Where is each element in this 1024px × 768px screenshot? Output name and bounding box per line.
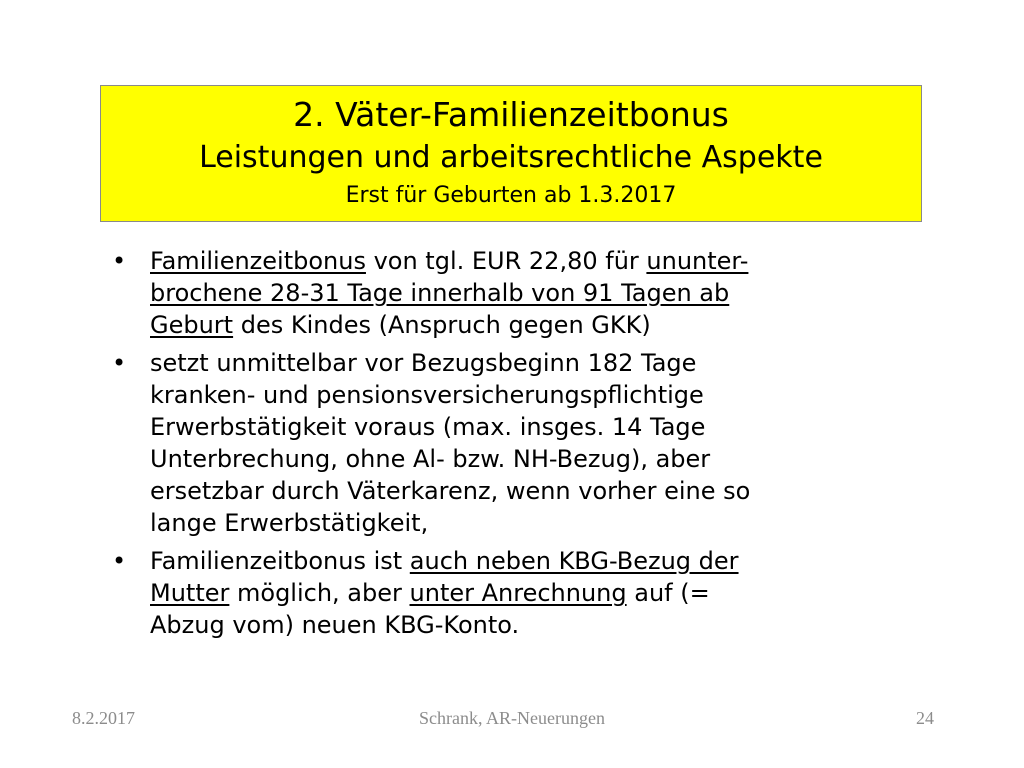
bullet-line bbox=[150, 411, 892, 443]
bullet-line bbox=[150, 277, 892, 309]
bullet-dot-icon: • bbox=[112, 247, 127, 275]
slide-title: 2. Väter-Familienzeitbonus bbox=[293, 95, 729, 134]
text-segment: Unterbrechung, ohne Al- bzw. NH-Bezug), aber bbox=[150, 445, 711, 473]
text-segment: ersetzbar durch Väterkarenz, wenn vorher eine so bbox=[150, 477, 751, 505]
bullet-line bbox=[150, 577, 892, 609]
text-segment: Abzug vom) neuen KBG-Konto. bbox=[150, 611, 520, 639]
bullet-line bbox=[150, 507, 892, 539]
underlined-text: Mutter bbox=[150, 579, 230, 607]
text-segment: Familienzeitbonus ist bbox=[150, 547, 410, 575]
footer-page-number: 24 bbox=[916, 708, 934, 728]
underlined-text: unter Anrechnung bbox=[409, 579, 627, 607]
text-segment: kranken- und pensionsversicherungspflichtige bbox=[150, 381, 704, 409]
bullet-dot-icon: • bbox=[112, 547, 127, 575]
bullet-line bbox=[150, 347, 892, 379]
bullet-item bbox=[112, 545, 892, 641]
bullet-line bbox=[150, 545, 892, 577]
text-segment: möglich, aber bbox=[229, 579, 410, 607]
title-box bbox=[100, 85, 922, 222]
bullet-line bbox=[150, 475, 892, 507]
bullet-line bbox=[150, 309, 892, 341]
text-segment: auf (= bbox=[626, 579, 710, 607]
bullet-line bbox=[150, 443, 892, 475]
text-segment: setzt unmittelbar vor Bezugsbeginn 182 Tage bbox=[150, 349, 697, 377]
text-segment: lange Erwerbstätigkeit, bbox=[150, 509, 429, 537]
underlined-text: Familienzeitbonus bbox=[150, 247, 366, 275]
underlined-text: auch neben KBG-Bezug der bbox=[409, 547, 739, 575]
bullet-dot-icon: • bbox=[112, 349, 127, 377]
slide-subtitle-date: Erst für Geburten ab 1.3.2017 bbox=[345, 183, 677, 208]
footer-author: Schrank, AR-Neuerungen bbox=[419, 708, 605, 728]
underlined-text: ununter- bbox=[646, 247, 749, 275]
bullet-line bbox=[150, 245, 892, 277]
underlined-text: Geburt bbox=[150, 311, 234, 339]
bullet-list bbox=[112, 245, 892, 647]
text-segment: des Kindes (Anspruch gegen GKK) bbox=[233, 311, 651, 339]
footer-date: 8.2.2017 bbox=[72, 708, 135, 728]
underlined-text: brochene 28-31 Tage innerhalb von 91 Tagen ab bbox=[150, 279, 730, 307]
text-segment: von tgl. EUR 22,80 für bbox=[365, 247, 647, 275]
bullet-item bbox=[112, 245, 892, 341]
bullet-line bbox=[150, 379, 892, 411]
bullet-line bbox=[150, 609, 892, 641]
text-segment: Erwerbstätigkeit voraus (max. insges. 14 Tage bbox=[150, 413, 706, 441]
bullet-item bbox=[112, 347, 892, 539]
slide-subtitle: Leistungen und arbeitsrechtliche Aspekte bbox=[199, 140, 823, 175]
